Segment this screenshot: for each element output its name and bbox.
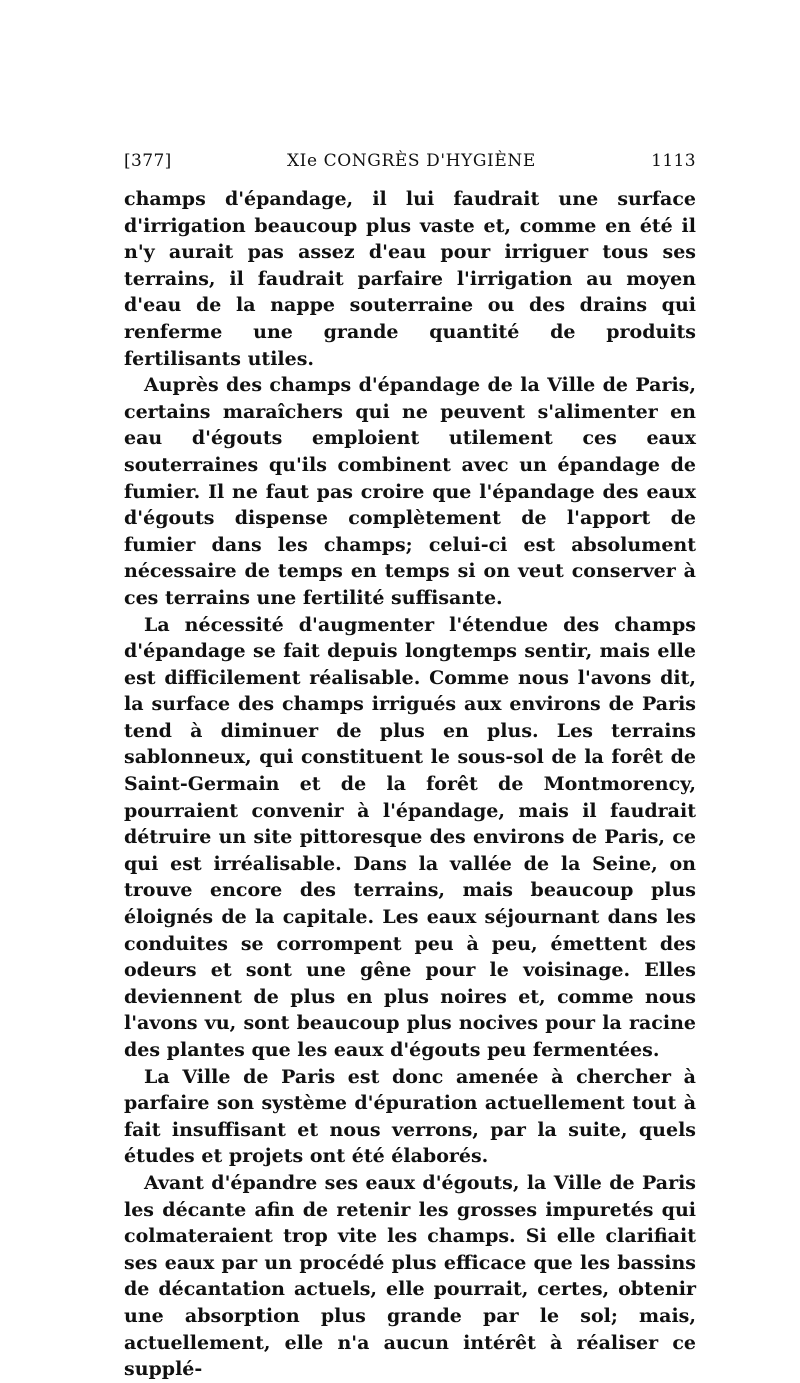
running-header bbox=[124, 150, 696, 186]
page-reference: [377] bbox=[124, 151, 172, 171]
page-number: 1113 bbox=[651, 151, 696, 171]
paragraph: La nécessité d'augmenter l'étendue des champs d'épandage se fait depuis longtemps sentir, mais elle est difficilement réalisable. Comme nous l'avons dit, la surface des champs irrigués aux environs de Paris tend à diminuer de plus en plus. Les terrains sablonneux, qui constituent le sous-sol de la forêt de Saint-Germain et de la forêt de Montmorency, pourraient convenir à l'épandage, mais il faudrait détruire un site pittoresque des environs de Paris, ce qui est irréalisable. Dans la vallée de la Seine, on trouve encore des terrains, mais beaucoup plus éloignés de la capitale. Les eaux séjournant dans les conduites se corrompent peu à peu, émettent des odeurs et sont une gêne pour le voisinage. Elles deviennent de plus en plus noires et, comme nous l'avons vu, sont beaucoup plus nocives pour la racine des plantes que les eaux d'égouts peu fermentées. bbox=[124, 613, 696, 1061]
paragraph: Avant d'épandre ses eaux d'égouts, la Ville de Paris les décante afin de retenir les grosses impuretés qui colmateraient trop vite les champs. Si elle clarifiait ses eaux par un procédé plus efficace que les bassins de décantation actuels, elle pourrait, certes, obtenir une absorption plus grande par le sol; mais, actuellement, elle n'a aucun intérêt à réaliser ce supplé- bbox=[124, 1171, 696, 1381]
running-title: XIe CONGRÈS D'HYGIÈNE bbox=[286, 151, 536, 171]
document-page bbox=[124, 150, 696, 1383]
paragraph: La Ville de Paris est donc amenée à chercher à parfaire son système d'épuration actuellement tout à fait insuffisant et nous verrons, par la suite, quels études et projets ont été élaborés. bbox=[124, 1065, 696, 1168]
paragraph-continuation: champs d'épandage, il lui faudrait une surface d'irrigation beaucoup plus vaste et, comme en été il n'y aurait pas assez d'eau pour irriguer tous ses terrains, il faudrait parfaire l'irrigation au moyen d'eau de la nappe souterraine ou des drains qui renferme une grande quantité de produits fertilisants utiles. bbox=[124, 188, 696, 370]
paragraph: Auprès des champs d'épandage de la Ville de Paris, certains maraîchers qui ne peuvent s'alimenter en eau d'égouts emploient utilement ces eaux souterraines qu'ils combinent avec un épandage de fumier. Il ne faut pas croire que l'épandage des eaux d'égouts dispense complètement de l'apport de fumier dans les champs; celui-ci est absolument nécessaire de temps en temps si on veut conserver à ces terrains une fertilité suffisante. bbox=[124, 374, 696, 609]
body-text bbox=[124, 186, 696, 1383]
